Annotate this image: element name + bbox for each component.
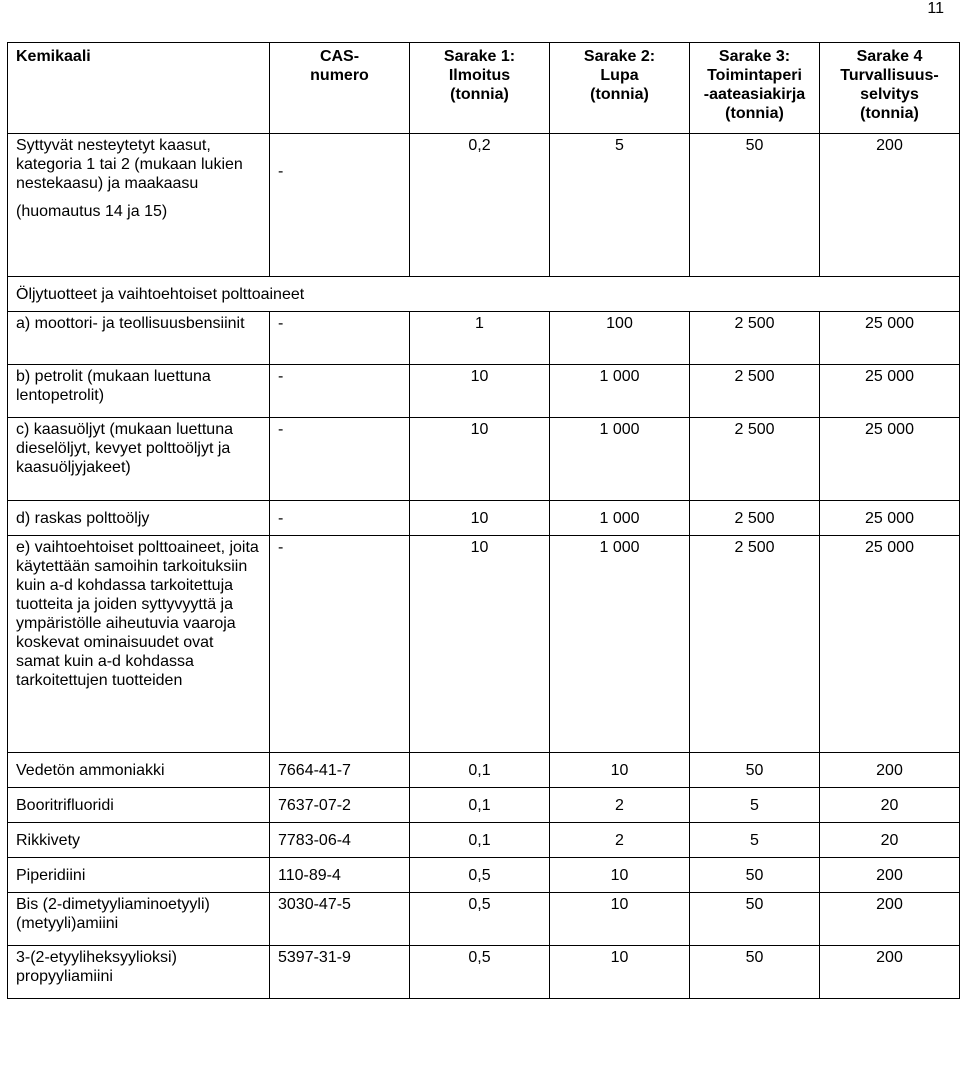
cas-number: 3030-47-5 [270,893,410,946]
value-col4: 200 [820,858,960,893]
table-row [8,365,960,418]
header-col2: Sarake 2: Lupa (tonnia) [550,43,690,134]
value-col2: 2 [550,788,690,823]
value-col3: 2 500 [690,365,820,418]
value-col2: 10 [550,946,690,999]
value-col1: 0,1 [410,823,550,858]
group-heading: Öljytuotteet ja vaihtoehtoiset polttoaineet [8,277,960,312]
cas-number: - [270,536,410,753]
value-col1: 0,1 [410,788,550,823]
value-col3: 50 [690,946,820,999]
value-col2: 5 [550,134,690,277]
page-number: 11 [927,0,944,17]
value-col3: 2 500 [690,501,820,536]
value-col3: 50 [690,893,820,946]
value-col1: 10 [410,365,550,418]
chemical-name: Rikkivety [8,823,270,858]
value-col2: 1 000 [550,365,690,418]
chemical-threshold-table [7,42,960,999]
value-col4: 200 [820,753,960,788]
cas-number: 7637-07-2 [270,788,410,823]
value-col2: 1 000 [550,501,690,536]
cas-number: 7664-41-7 [270,753,410,788]
chemical-note: (huomautus 14 ja 15) [16,203,168,220]
table-row [8,788,960,823]
chemical-name: e) vaihtoehtoiset polttoaineet, joita käytettään samoihin tarkoituksiin kuin a-d kohdassa tarkoitettuja tuotteita ja joiden syttyvyyttä ja ympäristölle aiheutuvia vaaroja koskevat ominaisuudet ovat samat kuin a-d kohdassa tarkoitettujen tuotteiden [8,536,270,753]
value-col4: 200 [820,946,960,999]
value-col4: 200 [820,893,960,946]
value-col2: 10 [550,858,690,893]
chemical-name: 3-(2-etyyliheksyylioksi) propyyliamiini [8,946,270,999]
value-col3: 2 500 [690,418,820,501]
cas-number: - [270,134,410,277]
chemical-name-text: Syttyvät nesteytetyt kaasut, kategoria 1 tai 2 (mukaan lukien nestekaasu) ja maakaasu [16,137,243,192]
value-col4: 25 000 [820,312,960,365]
value-col4: 25 000 [820,365,960,418]
chemical-name: a) moottori- ja teollisuusbensiinit [8,312,270,365]
value-col1: 10 [410,536,550,753]
table-row [8,501,960,536]
cas-number: 5397-31-9 [270,946,410,999]
chemical-name [8,134,270,277]
value-col2: 100 [550,312,690,365]
value-col3: 2 500 [690,536,820,753]
chemical-name: b) petrolit (mukaan luettuna lentopetrolit) [8,365,270,418]
value-col1: 1 [410,312,550,365]
cas-number: - [270,501,410,536]
chemical-name: c) kaasuöljyt (mukaan luettuna dieselöljyt, kevyet polttoöljyt ja kaasuöljyjakeet) [8,418,270,501]
value-col1: 0,2 [410,134,550,277]
chemical-name: d) raskas polttoöljy [8,501,270,536]
value-col1: 0,5 [410,858,550,893]
value-col3: 50 [690,134,820,277]
value-col4: 20 [820,788,960,823]
value-col3: 50 [690,858,820,893]
header-row [8,43,960,134]
value-col2: 2 [550,823,690,858]
header-col4: Sarake 4 Turvallisuus- selvitys (tonnia) [820,43,960,134]
value-col2: 1 000 [550,418,690,501]
value-col1: 0,5 [410,946,550,999]
table-row [8,418,960,501]
table-row [8,753,960,788]
value-col4: 20 [820,823,960,858]
value-col4: 200 [820,134,960,277]
value-col2: 10 [550,893,690,946]
cas-number: 7783-06-4 [270,823,410,858]
table-row [8,536,960,753]
table-row [8,823,960,858]
cas-number: - [270,418,410,501]
header-chemical: Kemikaali [8,43,270,134]
header-col3: Sarake 3: Toimintaperi -aateasiakirja (tonnia) [690,43,820,134]
chemical-name: Vedetön ammoniakki [8,753,270,788]
table-row [8,893,960,946]
value-col1: 10 [410,418,550,501]
value-col2: 1 000 [550,536,690,753]
table-row [8,946,960,999]
value-col3: 50 [690,753,820,788]
cas-number: - [270,365,410,418]
table-row [8,858,960,893]
value-col4: 25 000 [820,501,960,536]
value-col3: 2 500 [690,312,820,365]
table-row [8,134,960,277]
group-heading-row [8,277,960,312]
table-row [8,312,960,365]
value-col3: 5 [690,788,820,823]
value-col1: 0,1 [410,753,550,788]
value-col3: 5 [690,823,820,858]
value-col1: 10 [410,501,550,536]
chemical-name: Bis (2-dimetyyliaminoetyyli) (metyyli)amiini [8,893,270,946]
cas-number: 110-89-4 [270,858,410,893]
header-col1: Sarake 1: Ilmoitus (tonnia) [410,43,550,134]
header-cas: CAS- numero [270,43,410,134]
value-col2: 10 [550,753,690,788]
chemical-name: Booritrifluoridi [8,788,270,823]
chemical-name: Piperidiini [8,858,270,893]
value-col4: 25 000 [820,418,960,501]
value-col1: 0,5 [410,893,550,946]
cas-number: - [270,312,410,365]
value-col4: 25 000 [820,536,960,753]
